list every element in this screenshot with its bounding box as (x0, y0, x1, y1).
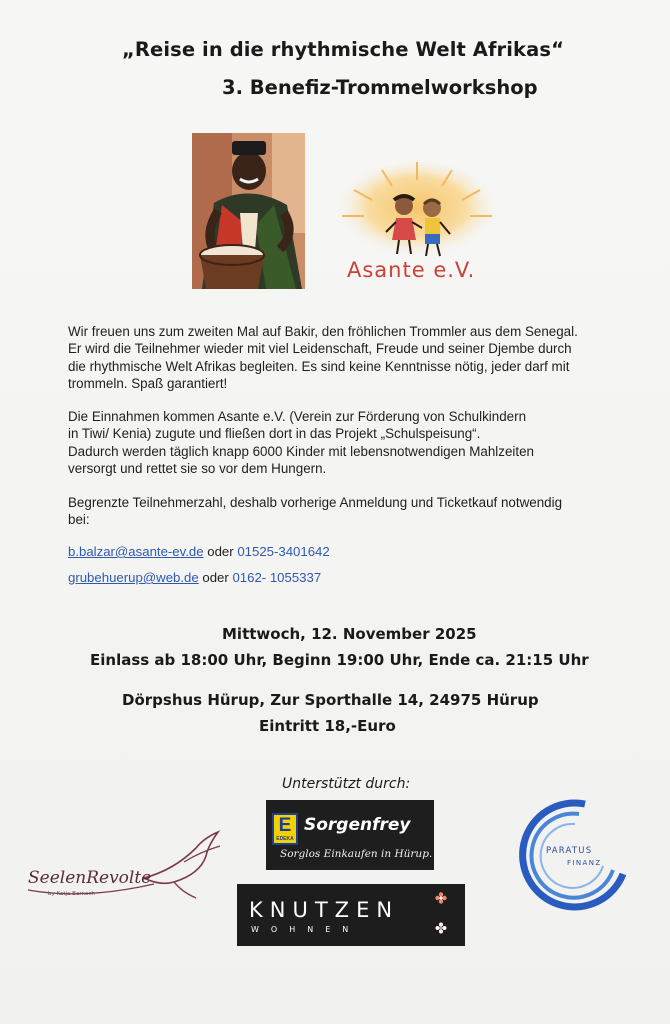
paratus-name: PARATUS (546, 846, 593, 856)
email-link[interactable]: grubehuerup@web.de (68, 570, 199, 585)
contact-separator: oder (202, 570, 233, 585)
registration-line: Begrenzte Teilnehmerzahl, deshalb vorherige Anmeldung und Ticketkauf notwendig (68, 495, 563, 510)
seelen-revolte-logo-text: SeelenRevolte (28, 868, 152, 888)
knutzen-wohnen-logo (237, 884, 465, 946)
knutzen-sub: WOHNEN (251, 925, 361, 934)
donation-line: Die Einnahmen kommen Asante e.V. (Verein zur Förderung von Schulkindern (68, 409, 527, 424)
event-venue: Dörpshus Hürup, Zur Sporthalle 14, 24975 Hürup (122, 691, 539, 709)
email-link[interactable]: b.balzar@asante-ev.de (68, 544, 204, 559)
contact-row (68, 570, 321, 585)
edeka-badge-sub: EDEKA (276, 836, 294, 842)
edeka-name: Sorgenfrey (304, 815, 411, 835)
intro-line: trommeln. Spaß garantiert! (68, 376, 228, 392)
paratus-sub: FINANZ (567, 859, 602, 867)
intro-line: Wir freuen uns zum zweiten Mal auf Bakir, den fröhlichen Trommler aus dem Senegal. (68, 324, 578, 339)
phone-number[interactable]: 01525-3401642 (237, 544, 330, 559)
drummer-illustration (192, 133, 305, 289)
edeka-tagline: Sorglos Einkaufen in Hürup. (280, 848, 433, 860)
event-price: Eintritt 18,-Euro (259, 717, 396, 735)
phone-number[interactable]: 0162- 1055337 (232, 570, 322, 585)
donation-line: in Tiwi/ Kenia) zugute und fließen dort in das Projekt „Schulspeisung“. (68, 426, 481, 442)
drummer-photo (192, 133, 305, 289)
contact-separator: oder (207, 544, 238, 559)
edeka-sorgenfrey-logo (266, 800, 434, 870)
contact-row (68, 544, 330, 559)
sponsors-label: Unterstützt durch: (282, 776, 411, 792)
donation-line: versorgt und rettet sie so vor dem Hungern. (68, 461, 327, 477)
flower-icon (435, 922, 447, 934)
intro-paragraph (68, 323, 632, 393)
donation-line: Dadurch werden täglich knapp 6000 Kinder mit lebensnotwendigen Mahlzeiten (68, 443, 534, 459)
knutzen-name: KNUTZEN (249, 898, 400, 922)
edeka-badge-letter: E (278, 815, 292, 836)
title-line-2: 3. Benefiz-Trommelworkshop (222, 76, 538, 99)
registration-paragraph (68, 494, 632, 529)
event-times: Einlass ab 18:00 Uhr, Beginn 19:00 Uhr, Ende ca. 21:15 Uhr (90, 651, 589, 669)
registration-line: bei: (68, 512, 90, 528)
intro-line: Er wird die Teilnehmer wieder mit viel Leidenschaft, Freude und seiner Djembe durch (68, 341, 572, 357)
asante-logo-text: Asante e.V. (347, 258, 476, 282)
intro-line: die rhythmische Welt Afrikas begleiten. Es sind keine Kenntnisse nötig, jeder darf mit (68, 358, 570, 374)
seelen-revolte-sub: by Katja Bernoch (48, 891, 95, 897)
edeka-badge-icon (272, 813, 298, 845)
flower-icon (435, 892, 447, 904)
event-date: Mittwoch, 12. November 2025 (222, 625, 477, 643)
title-line-1: „Reise in die rhythmische Welt Afrikas“ (122, 38, 565, 61)
donation-paragraph (68, 408, 632, 478)
